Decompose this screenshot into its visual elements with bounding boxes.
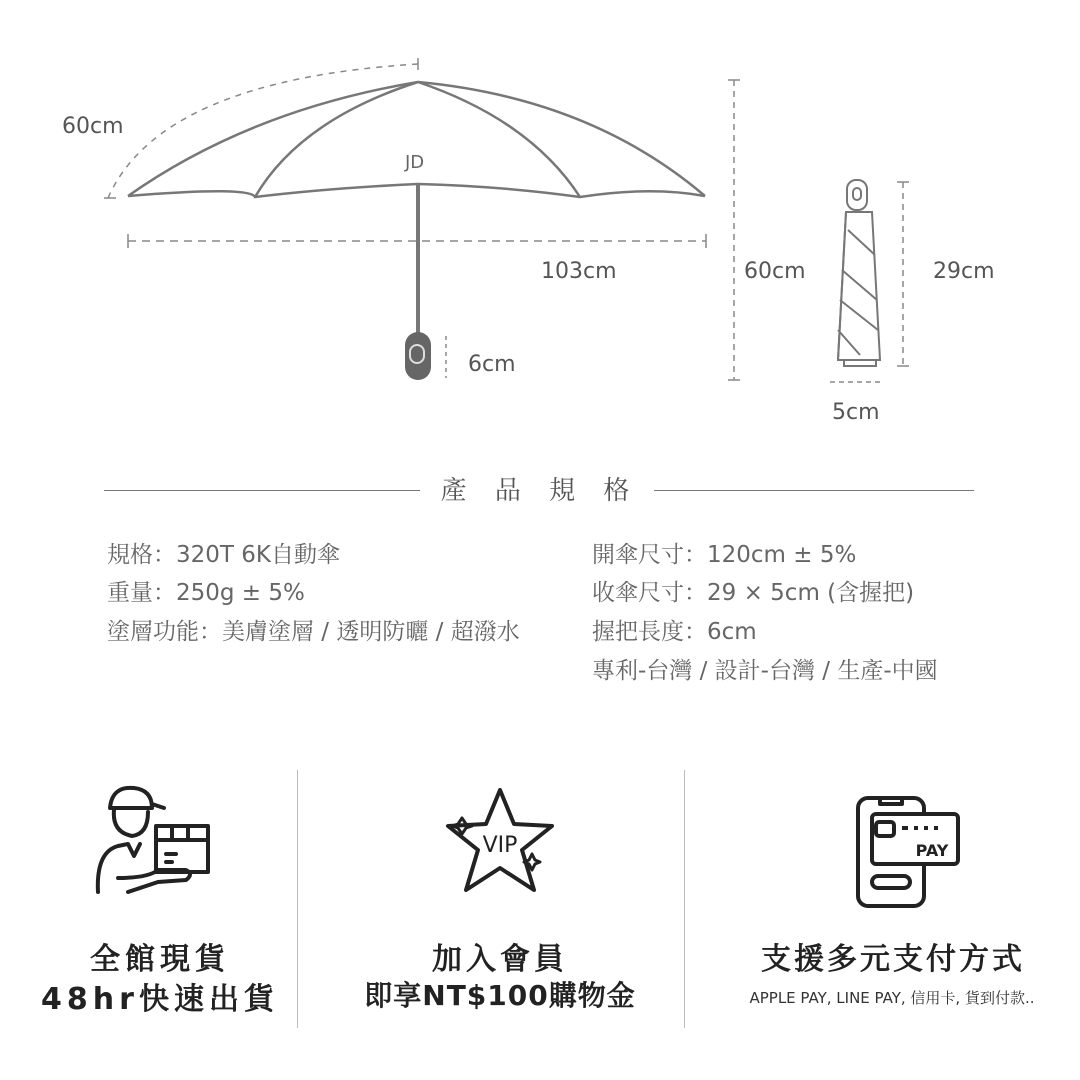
vip-star-icon bbox=[440, 782, 560, 902]
spec-item: 開傘尺寸：120cm ± 5% bbox=[592, 542, 857, 568]
brand-logo-text: JD bbox=[405, 152, 425, 173]
umbrella-dimension-diagram bbox=[0, 0, 1080, 440]
feature-subtitle-payment-methods: APPLE PAY, LINE PAY, 信用卡, 貨到付款.. bbox=[749, 989, 1035, 1007]
open-width-label: 103cm bbox=[541, 259, 617, 284]
feature-subtitle-credit: 即享NT$100購物金 bbox=[364, 979, 636, 1012]
feature-subtitle-shipping: 48hr快速出貨 bbox=[41, 982, 279, 1017]
handle-length-label: 6cm bbox=[468, 352, 516, 377]
folded-umbrella-illustration bbox=[838, 180, 880, 366]
payment-phone-icon bbox=[852, 792, 962, 912]
feature-title-payment: 支援多元支付方式 bbox=[761, 942, 1025, 977]
folded-width-label: 5cm bbox=[832, 400, 880, 425]
delivery-person-icon bbox=[88, 782, 218, 902]
umbrella-handle bbox=[405, 332, 431, 380]
spec-item: 重量：250g ± 5% bbox=[107, 580, 305, 606]
closed-length-label: 60cm bbox=[744, 259, 806, 284]
spec-item: 專利-台灣 / 設計-台灣 / 生產-中國 bbox=[592, 658, 938, 684]
pay-text: PAY bbox=[915, 841, 949, 860]
vip-text: VIP bbox=[482, 833, 518, 858]
section-divider-right bbox=[654, 490, 974, 491]
spec-item: 握把長度：6cm bbox=[592, 619, 757, 645]
folded-length-label: 29cm bbox=[933, 259, 995, 284]
spec-item: 規格：320T 6K自動傘 bbox=[107, 542, 340, 568]
feature-title-member: 加入會員 bbox=[432, 942, 568, 977]
feature-separator bbox=[684, 770, 685, 1028]
spec-item: 收傘尺寸：29 × 5cm (含握把) bbox=[592, 580, 915, 606]
spec-item: 塗層功能：美膚塗層 / 透明防曬 / 超潑水 bbox=[107, 619, 520, 645]
section-title: 產 品 規 格 bbox=[440, 476, 640, 506]
feature-title-stock: 全館現貨 bbox=[90, 942, 230, 977]
arc-length-label: 60cm bbox=[62, 114, 124, 139]
open-umbrella-illustration bbox=[128, 82, 705, 335]
